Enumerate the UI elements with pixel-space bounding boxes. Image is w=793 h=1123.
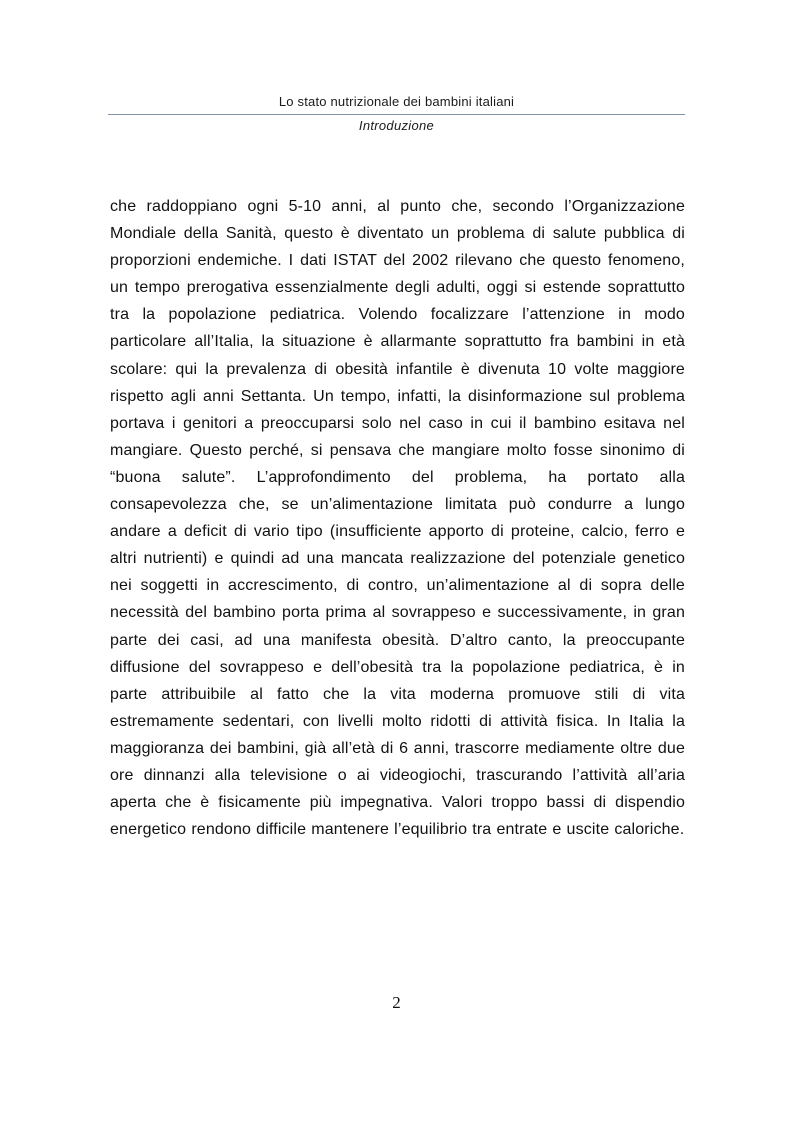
body-paragraph: che raddoppiano ogni 5-10 anni, al punto che, secondo l’Organizzazione Mondiale della Sanità, questo è diventato un problema di salute pubblica di proporzioni endemiche. I dati ISTAT del 2002 rilevano che questo fenomeno, un tempo prerogativa essenzialmente degli adulti, oggi si estende soprattutto tra la popolazione pediatrica. Volendo focalizzare l’attenzione in modo particolare all’Italia, la situazione è allarmante soprattutto fra bambini in età scolare: qui la prevalenza di obesità infantile è divenuta 10 volte maggiore rispetto agli anni Settanta. Un tempo, infatti, la disinformazione sul problema portava i genitori a preoccuparsi solo nel caso in cui il bambino esitava nel mangiare. Questo perché, si pensava che mangiare molto fosse sinonimo di “buona salute”. L’approfondimento del problema, ha portato alla consapevolezza che, se un’alimentazione limitata può condurre a lungo andare a deficit di vario tipo (insufficiente apporto di proteine, calcio, ferro e altri nutrienti) e quindi ad una mancata realizzazione del potenziale genetico nei soggetti in accrescimento, di contro, un’alimentazione al di sopra delle necessità del bambino porta prima al sovrappeso e successivamente, in gran parte dei casi, ad una manifesta obesità. D’altro canto, la preoccupante diffusione del sovrappeso e dell’obesità tra la popolazione pediatrica, è in parte attribuibile al fatto che la vita moderna promuove stili di vita estremamente sedentari, con livelli molto ridotti di attività fisica. In Italia la maggioranza dei bambini, già all’età di 6 anni, trascorre mediamente oltre due ore dinnanzi alla televisione o ai videogiochi, trascurando l’attività all’aria aperta che è fisicamente più impegnativa. Valori troppo bassi di dispendio energetico rendono difficile mantenere l’equilibrio tra entrate e uscite caloriche.	[110, 198, 685, 839]
header-divider	[108, 114, 685, 115]
running-title: Lo stato nutrizionale dei bambini italiani	[278, 94, 515, 109]
section-title: Introduzione	[358, 118, 435, 133]
page-number: 2	[392, 993, 401, 1012]
